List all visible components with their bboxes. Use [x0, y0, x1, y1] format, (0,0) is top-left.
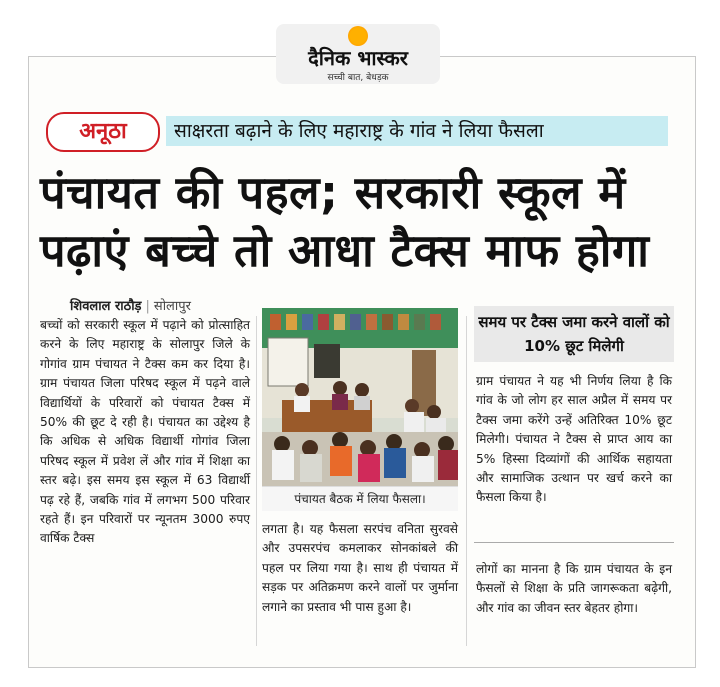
column-divider: [466, 316, 467, 646]
brand-tagline: सच्ची बात, बेधड़क: [327, 73, 389, 83]
article-column-2: लगता है। यह फैसला सरपंच वनिता सुरवसे और उपसरपंच कमलाकर सोनकांबले की पहल पर लिया गया है। साथ ही पंचायत में सड़क पर अतिक्रमण करने वालों पर जुर्माना लगाने का प्रस्ताव भी पास हुआ है।: [262, 522, 458, 614]
headline: [40, 164, 680, 280]
brand-name: दैनिक भास्कर: [308, 46, 408, 70]
strap-tag: अनूठा: [46, 112, 160, 152]
headline-line-1: पंचायत की पहल; सरकारी स्कूल में: [40, 166, 626, 219]
section-divider: [474, 542, 674, 543]
article-column-3: ग्राम पंचायत ने यह भी निर्णय लिया है कि गांव के जो लोग हर साल अप्रैल में समय पर टैक्स जमा करेंगे उन्हें अतिरिक्त 10% छूट मिलेगी। पंचायत ने टैक्स से प्राप्त आय का 5% हिस्सा दिव्यांगों की आर्थिक सहायता और सामाजिक उत्थान पर खर्च करने का फैसला किया है।: [476, 374, 672, 505]
meeting-photo-illustration: [262, 308, 458, 510]
byline: [70, 296, 191, 314]
byline-separator: |: [145, 299, 150, 314]
byline-place: सोलापुर: [153, 299, 191, 314]
article-column-3-footer: लोगों का मानना है कि ग्राम पंचायत के इन फैसलों से शिक्षा के प्रति जागरूकता बढ़ेगी, और गांव का जीवन स्तर बेहतर होगा।: [476, 562, 672, 615]
headline-line-2: पढ़ाएं बच्चे तो आधा टैक्स माफ होगा: [40, 224, 650, 277]
photo-caption: पंचायत बैठक में लिया फैसला।: [262, 486, 458, 511]
strap-text: साक्षरता बढ़ाने के लिए महाराष्ट्र के गांव ने लिया फैसला: [166, 116, 668, 146]
strapline: [46, 112, 668, 150]
newspaper-masthead: [276, 24, 440, 84]
article-column-1: बच्चों को सरकारी स्कूल में पढ़ाने को प्रोत्साहित करने के लिए महाराष्ट्र के सोलापुर जिले के गोगांव ग्राम पंचायत ने टैक्स कम कर दिया है। ग्राम पंचायत जिला परिषद स्कूल में पढ़ने वाले विद्यार्थियों के परिवारों को पंचायत टैक्स में 50% की छूट दे रही है। पंचायत का उद्देश्य है कि अधिक से अधिक विद्यार्थी गोगांव जिला परिषद स्कूल में प्रवेश लें और गांव में शिक्षा का स्तर बढ़े। इस समय इस स्कूल में 63 विद्यार्थी पढ़ रहे हैं, जबकि गांव में लगभग 500 परिवार रहते हैं। इन परिवारों पर न्यूनतम 3000 रुपए वार्षिक टैक्स: [40, 318, 250, 546]
byline-author: शिवलाल राठौड़: [70, 299, 142, 314]
sun-logo-icon: [348, 26, 368, 46]
column-divider: [256, 316, 257, 646]
meeting-photo: [262, 308, 458, 510]
sidebar-heading: समय पर टैक्स जमा करने वालों को 10% छूट मिलेगी: [474, 306, 674, 362]
